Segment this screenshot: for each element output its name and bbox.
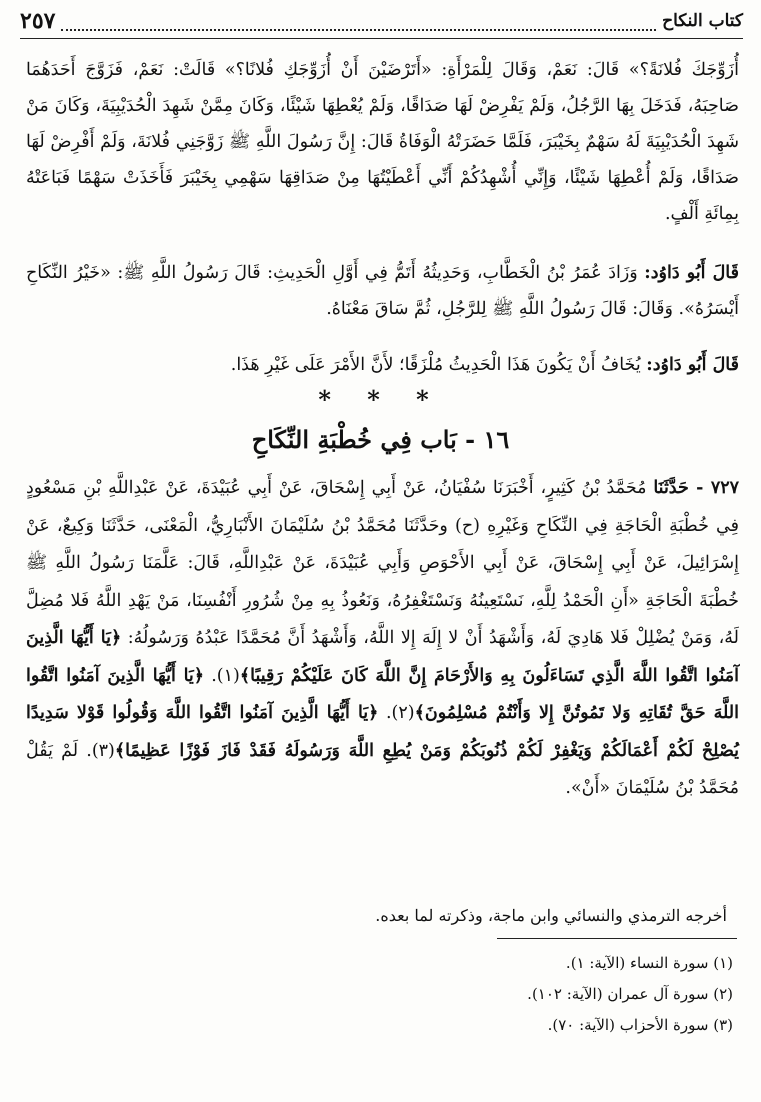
footnote-rule bbox=[497, 938, 737, 939]
quran-verse-1: ﴿يَا أَيُّهَا الَّذِينَ آمَنُوا اتَّقُوا اللَّهَ الَّذِي تَسَاءَلُونَ بِهِ وَالأَرْحَامَ إِنَّ اللَّهَ كَانَ عَلَيْكُمْ رَقِيبًا﴾ bbox=[26, 628, 740, 686]
abu-dawud-label: قَالَ أَبُو دَاوُد: bbox=[644, 263, 739, 283]
section-separator: * * * bbox=[318, 385, 443, 414]
takhrij-note: أخرجه الترمذي والنسائي وابن ماجة، وذكرته لما بعده. bbox=[375, 906, 727, 925]
page-header bbox=[20, 4, 743, 38]
abu-dawud-label: قَالَ أَبُو دَاوُد: bbox=[646, 355, 739, 375]
footnote-3: (٣) سورة الأحزاب (الآية: ٧٠). bbox=[547, 1016, 733, 1034]
footnote-2: (٢) سورة آل عمران (الآية: ١٠٢). bbox=[527, 985, 733, 1003]
footnote-ref-2: (٢). bbox=[378, 703, 415, 723]
note-text: يُخَافُ أَنْ يَكُونَ هَذَا الْحَدِيثُ مُلْزَقًا؛ لأَنَّ الأَمْرَ عَلَى غَيْرِ هَذَا. bbox=[230, 355, 647, 375]
paragraph-text: أُزَوِّجَكَ فُلانَةً؟» قَالَ: نَعَمْ، وَقَالَ لِلْمَرْأَةِ: «أَتَرْضَيْنَ أَنْ أُزَوِّجَكِ فُلانًا؟» قَالَتْ: نَعَمْ، فَزَوَّجَ أَحَدَهُمَا صَاحِبَهُ، فَدَخَلَ بِهَا الرَّجُلُ، وَلَمْ يَفْرِضْ لَهَا صَدَاقًا، وَلَمْ يُعْطِهَا شَيْئًا، وَكَانَ مِمَّنْ شَهِدَ الْحُدَيْبِيَةَ، وَكَانَ مَنْ شَهِدَ الْحُدَيْبِيَةَ لَهُ سَهْمٌ بِخَيْبَرَ، فَلَمَّا حَضَرَتْهُ الْوَفَاةُ قَالَ: إِنَّ رَسُولَ اللَّهِ ﷺ زَوَّجَنِي فُلانَةَ، وَلَمْ أَفْرِضْ لَهَا صَدَاقًا، وَلَمْ أُعْطِهَا شَيْئًا، وَإِنِّي أُشْهِدُكُمْ أَنِّي أَعْطَيْتُهَا مِنْ صَدَاقِهَا سَهْمِي بِخَيْبَرَ فَأَخَذَتْ سَهْمًا فَبَاعَتْهُ بِمِائَةِ أَلْفٍ. bbox=[26, 60, 739, 224]
hadith-number: ٧٢٧ - حَدَّثَنَا bbox=[653, 478, 740, 498]
paragraph-continued-hadith bbox=[26, 52, 739, 232]
paragraph-abu-dawud-note-2 bbox=[26, 347, 739, 383]
paragraph-abu-dawud-note-1 bbox=[26, 255, 739, 327]
chapter-title: ١٦ - بَاب فِي خُطْبَةِ النِّكَاحِ bbox=[251, 425, 510, 454]
quran-verse-3: ﴿يَا أَيُّهَا الَّذِينَ آمَنُوا اتَّقُوا اللَّهَ وَقُولُوا قَوْلا سَدِيدًا يُصْلِحْ لَكُمْ أَعْمَالَكُمْ وَيَغْفِرْ لَكُمْ ذُنُوبَكُمْ وَمَنْ يُطِعِ اللَّهَ وَرَسُولَهُ فَقَدْ فَازَ فَوْزًا عَظِيمًا﴾ bbox=[26, 703, 739, 761]
note-text: وَزَادَ عُمَرُ بْنُ الْخَطَّابِ، وَحَدِيثُهُ أَتَمُّ فِي أَوَّلِ الْحَدِيثِ: قَالَ رَسُولُ اللَّهِ ﷺ: «خَيْرُ النِّكَاحِ أَيْسَرُهُ». وَقَالَ: قَالَ رَسُولُ اللَّهِ ﷺ لِلرَّجُلِ، ثُمَّ سَاقَ مَعْنَاهُ. bbox=[26, 263, 739, 319]
header-rule bbox=[20, 38, 743, 39]
quran-verse-2: ﴿يَا أَيُّهَا الَّذِينَ آمَنُوا اتَّقُوا اللَّهَ حَقَّ تُقَاتِهِ وَلا تَمُوتُنَّ إِلا وَأَنْتُمْ مُسْلِمُونَ﴾ bbox=[26, 665, 739, 723]
footnote-1: (١) سورة النساء (الآية: ١). bbox=[565, 954, 733, 972]
hadith-ending: لَمْ يَقُلْ مُحَمَّدُ بْنُ سُلَيْمَانَ «أَنْ». bbox=[26, 740, 739, 798]
hadith-narration: مُحَمَّدُ بْنُ كَثِيرٍ، أَخْبَرَنَا سُفْيَانُ، عَنْ أَبِي إِسْحَاقَ، عَنْ أَبِي عُبَيْدَةَ، عَنْ عَبْدِاللَّهِ بْنِ مَسْعُودٍ فِي خُطْبَةِ الْحَاجَةِ فِي النِّكَاحِ وَغَيْرِهِ (ح) وحَدَّثَنَا مُحَمَّدُ بْنُ سُلَيْمَانَ الأَنْبَارِيُّ، الْمَعْنَى، حَدَّثَنَا وَكِيعٌ، عَنْ إِسْرَائِيلَ، عَنْ أَبِي إِسْحَاقَ، عَنْ أَبِي الأَحْوَصِ وَأَبِي عُبَيْدَةَ، عَنْ عَبْدِاللَّهِ، قَالَ: عَلَّمَنَا رَسُولُ اللَّهِ ﷺ خُطْبَةَ الْحَاجَةِ «أَنِ الْحَمْدُ لِلَّهِ، نَسْتَعِينُهُ وَنَسْتَغْفِرُهُ، وَنَعُوذُ بِهِ مِنْ شُرُورِ أَنْفُسِنَا، مَنْ يَهْدِ اللَّهُ فَلا مُضِلَّ لَهُ، وَمَنْ يُضْلِلْ فَلا هَادِيَ لَهُ، وَأَشْهَدُ أَنْ لا إِلَهَ إِلا اللَّهُ، وَأَشْهَدُ أَنَّ مُحَمَّدًا عَبْدُهُ وَرَسُولُهُ: bbox=[26, 478, 739, 648]
footnote-ref-1: (١). bbox=[204, 665, 240, 686]
hadith-727 bbox=[26, 470, 739, 808]
footnote-ref-3: (٣). bbox=[78, 740, 115, 761]
page-number: ٢٥٧ bbox=[20, 8, 56, 34]
book-title: كتاب النكاح bbox=[662, 11, 743, 31]
footnotes-list bbox=[300, 948, 733, 1041]
header-dotted-leader bbox=[61, 17, 656, 31]
